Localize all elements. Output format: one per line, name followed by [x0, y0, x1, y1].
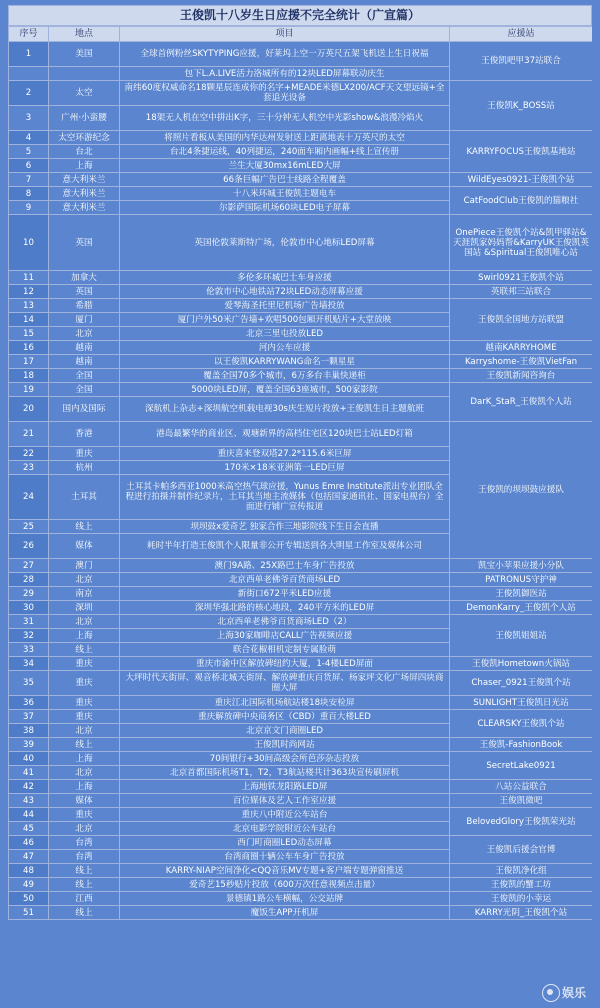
row-number: 26	[9, 534, 49, 559]
row-number: 5	[9, 145, 49, 159]
row-number: 35	[9, 671, 49, 696]
row-location: 重庆	[49, 696, 120, 710]
table-row	[9, 710, 593, 724]
table-row	[9, 355, 593, 369]
row-number: 22	[9, 447, 49, 461]
row-project: 南纬60度权威命名18颗星辰连成你的名字+MEADE米德LX200/ACF天文望远镜+全套追光设备	[120, 81, 450, 106]
row-number: 40	[9, 752, 49, 766]
row-location: 北京	[49, 327, 120, 341]
table-row	[9, 738, 593, 752]
row-location: 台湾	[49, 850, 120, 864]
row-station: CLEARSKY王俊凯个站	[450, 710, 593, 738]
row-number: 19	[9, 383, 49, 397]
table-row	[9, 671, 593, 696]
row-location: 上海	[49, 780, 120, 794]
table-row	[9, 892, 593, 906]
table-row	[9, 187, 593, 201]
row-location: 台湾	[49, 836, 120, 850]
row-station: 王俊凯的小幸运	[450, 892, 593, 906]
row-location: 广州·小蛮腰	[49, 106, 120, 131]
row-project: 66条巨幅广告巴士线路全程覆盖	[120, 173, 450, 187]
row-project: 王俊凯时尚网站	[120, 738, 450, 752]
row-location: 北京	[49, 573, 120, 587]
row-number: 20	[9, 397, 49, 422]
row-location: 重庆	[49, 657, 120, 671]
row-number: 10	[9, 215, 49, 271]
row-station: 王俊凯微吧	[450, 794, 593, 808]
row-location: 深圳	[49, 601, 120, 615]
row-number: 7	[9, 173, 49, 187]
row-location: 北京	[49, 615, 120, 629]
row-number: 31	[9, 615, 49, 629]
row-project: 百位媒体及艺人工作室应援	[120, 794, 450, 808]
row-project: 土耳其卡帕多西亚1000米高空热气球应援，Yunus Emre Institute派出专业团队全程进行拍摄并制作纪录片，土耳其当地主流媒体（包括国家通讯社、国家电视台）全面进行铺广宣传报道	[120, 475, 450, 520]
table-row	[9, 369, 593, 383]
row-number: 47	[9, 850, 49, 864]
row-number: 27	[9, 559, 49, 573]
row-project: 以王俊凯KARRYWANG命名一颗星星	[120, 355, 450, 369]
row-project: 重庆解放碑中央商务区（CBD）重百大楼LED	[120, 710, 450, 724]
row-number: 15	[9, 327, 49, 341]
table-row	[9, 422, 593, 447]
row-project: 英国伦敦莱斯特广场，伦敦市中心地标LED屏幕	[120, 215, 450, 271]
row-number: 51	[9, 906, 49, 920]
row-location: 媒体	[49, 534, 120, 559]
row-project: 重庆市渝中区解放碑纽约大厦，1-4楼LED屏面	[120, 657, 450, 671]
row-station: Chaser_0921王俊凯个站	[450, 671, 593, 696]
row-project: 70间银行+30间高级会所芭莎杂志投放	[120, 752, 450, 766]
row-project: 重庆喜来登双塔27.2*115.6米巨屏	[120, 447, 450, 461]
header-project: 项目	[120, 27, 450, 42]
row-number: 33	[9, 643, 49, 657]
row-station: 英联邦三站联合	[450, 285, 593, 299]
watermark	[542, 984, 586, 1003]
table-row	[9, 615, 593, 629]
row-number: 3	[9, 106, 49, 131]
row-number: 34	[9, 657, 49, 671]
row-location: 线上	[49, 878, 120, 892]
row-location: 南京	[49, 587, 120, 601]
row-project: 十八米环城王俊凯主题电车	[120, 187, 450, 201]
row-number: 1	[9, 42, 49, 67]
row-location: 土耳其	[49, 475, 120, 520]
table-row	[9, 906, 593, 920]
row-project: 北京京文门商圈LED	[120, 724, 450, 738]
row-location: 江西	[49, 892, 120, 906]
row-project: 上海地铁龙阳路LED屏	[120, 780, 450, 794]
header-location: 地点	[49, 27, 120, 42]
row-number: 30	[9, 601, 49, 615]
row-number: 4	[9, 131, 49, 145]
row-location: 重庆	[49, 808, 120, 822]
row-location: 上海	[49, 159, 120, 173]
row-number: 48	[9, 864, 49, 878]
row-station: DemonKarry_王俊凯个人站	[450, 601, 593, 615]
row-location: 线上	[49, 738, 120, 752]
row-project: 上海30家咖啡店CALL广告视频应援	[120, 629, 450, 643]
row-location: 北京	[49, 724, 120, 738]
row-station: Swirl0921王俊凯个站	[450, 271, 593, 285]
row-project: 伦敦市中心地铁站72块LED动态屏幕应援	[120, 285, 450, 299]
row-location: 杭州	[49, 461, 120, 475]
row-location: 香港	[49, 422, 120, 447]
table-row	[9, 587, 593, 601]
table-row	[9, 383, 593, 397]
row-project: 深圳华强北路的核心地段，240平方米的LED屏	[120, 601, 450, 615]
table-row	[9, 215, 593, 271]
table-row	[9, 341, 593, 355]
row-station: 王俊凯新闻咨询台	[450, 369, 593, 383]
row-project: KARRY-NIAP空间净化<QQ音乐MV专题+客户端专题弹窗推送	[120, 864, 450, 878]
row-project: 爱奇艺15秒贴片投放（600万次任意视频点击量）	[120, 878, 450, 892]
row-project: 将照片看板从美国的内华达州发射送上距离地表十万英尺的太空	[120, 131, 450, 145]
row-location: 线上	[49, 864, 120, 878]
row-location: 线上	[49, 643, 120, 657]
table-row	[9, 81, 593, 106]
row-station: 越南KARRYHOME	[450, 341, 593, 355]
row-project: 覆盖全国70多个城市，6万多台丰巢快递柜	[120, 369, 450, 383]
row-location	[49, 67, 120, 81]
row-project: 澳门9A路、25X路巴士车身广告投放	[120, 559, 450, 573]
row-station: 王俊凯Hometown火锅站	[450, 657, 593, 671]
row-number: 28	[9, 573, 49, 587]
support-table	[8, 26, 592, 920]
row-station: 王俊凯御医站	[450, 587, 593, 601]
row-location: 重庆	[49, 671, 120, 696]
row-project: 魔饭生APP开机屏	[120, 906, 450, 920]
table-row	[9, 573, 593, 587]
row-number: 8	[9, 187, 49, 201]
table-row	[9, 271, 593, 285]
table-row	[9, 299, 593, 313]
row-number: 42	[9, 780, 49, 794]
row-number: 17	[9, 355, 49, 369]
row-location: 越南	[49, 341, 120, 355]
row-number: 21	[9, 422, 49, 447]
row-project: 厦门户外50米广告墙+欢唱500包厢开机贴片+大堂放映	[120, 313, 450, 327]
table-row	[9, 657, 593, 671]
row-location: 重庆	[49, 710, 120, 724]
table-row	[9, 752, 593, 766]
row-number: 44	[9, 808, 49, 822]
row-number: 43	[9, 794, 49, 808]
table-row	[9, 780, 593, 794]
row-number	[9, 67, 49, 81]
row-project: 重庆八中附近公车站台	[120, 808, 450, 822]
row-station: Karryshome-王俊凯VietFan	[450, 355, 593, 369]
row-location: 意大利米兰	[49, 173, 120, 187]
row-location: 上海	[49, 629, 120, 643]
header-station: 应援站	[450, 27, 593, 42]
row-location: 英国	[49, 285, 120, 299]
row-project: 全球首例粉丝SKYTYPING应援，好莱坞上空一万英尺五架飞机送上生日祝福	[120, 42, 450, 67]
row-project: 重庆江北国际机场航站楼18块安检屏	[120, 696, 450, 710]
watermark-logo-icon	[542, 984, 560, 1002]
table-body	[9, 42, 593, 920]
row-station: SecretLake0921	[450, 752, 593, 780]
row-location: 意大利米兰	[49, 201, 120, 215]
row-location: 太空	[49, 81, 120, 106]
row-project: 景德镇1路公车横幅，公交站牌	[120, 892, 450, 906]
row-project: 北京首都国际机场T1，T2，T3航站楼共计363块宣传刷屏机	[120, 766, 450, 780]
row-number: 14	[9, 313, 49, 327]
row-station: CatFoodClub王俊凯的猫粮社	[450, 187, 593, 215]
row-number: 24	[9, 475, 49, 520]
table-row	[9, 131, 593, 145]
row-number: 32	[9, 629, 49, 643]
row-number: 39	[9, 738, 49, 752]
row-number: 37	[9, 710, 49, 724]
table-row	[9, 285, 593, 299]
row-location: 澳门	[49, 559, 120, 573]
row-location: 加拿大	[49, 271, 120, 285]
row-number: 36	[9, 696, 49, 710]
row-station: KARRYFOCUS王俊凯基地站	[450, 131, 593, 173]
row-project: 18架无人机在空中拼出K字，三十分钟无人机空中光影show&浪漫冷焰火	[120, 106, 450, 131]
row-location: 意大利米兰	[49, 187, 120, 201]
row-location: 国内及国际	[49, 397, 120, 422]
row-station: 王俊凯全国地方站联盟	[450, 299, 593, 341]
row-number: 16	[9, 341, 49, 355]
row-number: 29	[9, 587, 49, 601]
row-project: 大坪时代天街屏、观音桥北城天街屏、解放碑重庆百货屏、杨家坪文化广场屏四块商圈大屏	[120, 671, 450, 696]
row-location: 厦门	[49, 313, 120, 327]
row-project: 5000块LED屏，覆盖全国63座城市，500家影院	[120, 383, 450, 397]
row-location: 线上	[49, 906, 120, 920]
row-number: 18	[9, 369, 49, 383]
row-number: 41	[9, 766, 49, 780]
row-project: 耗时半年打造王俊凯个人限量非公开专辑送到各大明星工作室及媒体公司	[120, 534, 450, 559]
row-location: 北京	[49, 822, 120, 836]
row-station: SUNLIGHT王俊凯日光站	[450, 696, 593, 710]
page-title: 王俊凯十八岁生日应援不完全统计（广宣篇）	[8, 5, 592, 26]
table-row	[9, 878, 593, 892]
row-station: 凯宝小苹果应援小分队	[450, 559, 593, 573]
table-row	[9, 559, 593, 573]
row-location: 越南	[49, 355, 120, 369]
row-project: 港岛最繁华的商业区、观塘新界的高档住宅区120块巴士站LED灯箱	[120, 422, 450, 447]
row-number: 45	[9, 822, 49, 836]
header-number: 序号	[9, 27, 49, 42]
row-number: 50	[9, 892, 49, 906]
row-location: 北京	[49, 766, 120, 780]
row-project: 台北4条捷运线，40列捷运，240面车厢内画幅+线上宣传册	[120, 145, 450, 159]
row-project: 北京西单老佛爷百货商场LED（2）	[120, 615, 450, 629]
row-location: 全国	[49, 383, 120, 397]
row-location: 希腊	[49, 299, 120, 313]
row-number: 9	[9, 201, 49, 215]
row-project: 台湾商圈十辆公车车身广告投放	[120, 850, 450, 864]
table-row	[9, 173, 593, 187]
row-project: 北京电影学院附近公车站台	[120, 822, 450, 836]
row-number: 23	[9, 461, 49, 475]
row-location: 媒体	[49, 794, 120, 808]
table-row	[9, 864, 593, 878]
row-project: 多伦多环城巴士车身应援	[120, 271, 450, 285]
row-project: 西门町商圈LED动态屏幕	[120, 836, 450, 850]
watermark-text: 娱乐	[561, 985, 586, 1000]
row-station: 王俊凯-FashionBook	[450, 738, 593, 752]
row-number: 25	[9, 520, 49, 534]
row-station: 王俊凯K_BOSS站	[450, 81, 593, 131]
row-location: 英国	[49, 215, 120, 271]
row-station: 八站公益联合	[450, 780, 593, 794]
row-station: KARRY光阴_王俊凯个站	[450, 906, 593, 920]
row-station: 王俊凯净化组	[450, 864, 593, 878]
row-location: 美国	[49, 42, 120, 67]
table-header-row	[9, 27, 593, 42]
row-station: 王俊凯吧甲37站联合	[450, 42, 593, 81]
table-row	[9, 836, 593, 850]
row-number: 12	[9, 285, 49, 299]
row-project: 新街口672平米LED应援	[120, 587, 450, 601]
row-location: 重庆	[49, 447, 120, 461]
row-project: 包下L.A.LIVE活力洛城所有的12块LED屏幕联动庆生	[120, 67, 450, 81]
table-row	[9, 696, 593, 710]
row-project: 尔影萨国际机场60块LED电子屏幕	[120, 201, 450, 215]
row-number: 46	[9, 836, 49, 850]
table-row	[9, 42, 593, 67]
row-project: 河内公车应援	[120, 341, 450, 355]
row-station: WildEyes0921-王俊凯个站	[450, 173, 593, 187]
row-project: 北京西单老佛爷百货商场LED	[120, 573, 450, 587]
row-location: 上海	[49, 752, 120, 766]
row-location: 线上	[49, 520, 120, 534]
row-number: 11	[9, 271, 49, 285]
row-location: 台北	[49, 145, 120, 159]
row-project: 联合花椒相机定制专属脸萌	[120, 643, 450, 657]
table-row	[9, 601, 593, 615]
row-number: 6	[9, 159, 49, 173]
row-number: 38	[9, 724, 49, 738]
row-project: 深航机上杂志+深圳航空机载电视30s庆生短片投放+王俊凯生日主题航班	[120, 397, 450, 422]
row-station: DarK_StaR_王俊凯个人站	[450, 383, 593, 422]
row-station: 王俊凯的坝坝鼓应援队	[450, 422, 593, 559]
row-station: 王俊凯的蟹工坊	[450, 878, 593, 892]
row-location: 全国	[49, 369, 120, 383]
row-location: 太空环游纪念	[49, 131, 120, 145]
row-station: OnePiece王俊凯个站&凯甲驿站&天涯凯家妈妈帮&KarryUK王俊凯英国站 &Spiritual王俊凯唯心站	[450, 215, 593, 271]
row-number: 13	[9, 299, 49, 313]
row-project: 170米×18米亚洲第一LED巨屏	[120, 461, 450, 475]
row-project: 坝坝鼓x爱奇艺 独家合作三地影院线下生日会直播	[120, 520, 450, 534]
statistics-sheet	[8, 5, 592, 1005]
row-number: 2	[9, 81, 49, 106]
row-project: 北京三里屯投放LED	[120, 327, 450, 341]
row-station: BelovedGlory王俊凯荣光站	[450, 808, 593, 836]
row-project: 兰生大厦30mx16mLED大屏	[120, 159, 450, 173]
table-row	[9, 794, 593, 808]
row-station: 王俊凯后援会官博	[450, 836, 593, 864]
row-number: 49	[9, 878, 49, 892]
table-row	[9, 808, 593, 822]
row-station: 王俊凯姐姐站	[450, 615, 593, 657]
row-station: PATRONUS守护神	[450, 573, 593, 587]
row-project: 爱琴海圣托里尼机场广告墙投放	[120, 299, 450, 313]
